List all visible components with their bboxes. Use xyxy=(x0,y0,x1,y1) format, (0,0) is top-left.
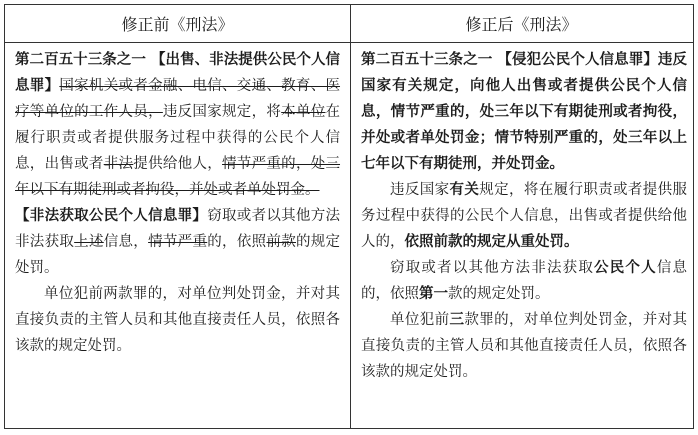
bold-text: 公民个人 xyxy=(594,260,657,276)
text-run: 单位犯前 xyxy=(390,312,450,328)
text-run: 的规定处罚。 xyxy=(15,234,341,276)
text-run: 的，依照 xyxy=(207,234,267,250)
deleted-text: 情节严重的，处三年以下有期徒刑或者拘役，并处或者单处罚金。 xyxy=(15,156,341,198)
before-text-cell xyxy=(15,47,340,359)
after-duty-info-paragraph xyxy=(361,177,687,255)
text-run: 违反国家 xyxy=(390,182,450,198)
bold-text: 第二百五十三条之一 【出售、非法提供公民个人信息罪】 xyxy=(15,52,340,94)
bold-text: 依照前款的规定从重处罚。 xyxy=(404,234,579,250)
text-run: 违反国家规定，将 xyxy=(162,104,282,120)
text-run: 在履行职责或者提供服务过程中获得的公民个人信息，出售或者 xyxy=(15,104,341,172)
after-article-paragraph xyxy=(361,47,687,177)
deleted-text: 上述 xyxy=(74,234,104,250)
text-run: 窃取或者以其他方法非法获取 xyxy=(390,260,595,276)
bold-text: 三 xyxy=(449,312,465,328)
column-header-before: 修正前《刑法》 xyxy=(121,15,234,34)
deleted-text: 情节严重 xyxy=(148,234,208,250)
text-run: 单位犯前两款罪的，对单位判处罚金，并对其直接负责的主管人员和其他直接责任人员，依照各该款的规定处罚。 xyxy=(15,286,340,354)
column-divider xyxy=(350,5,351,428)
text-run: 信息， xyxy=(103,234,149,250)
text-run: 提供给他人， xyxy=(133,156,223,172)
text-run: 窃取或者以其他方法非法获取 xyxy=(15,208,341,250)
before-article-paragraph xyxy=(15,47,340,203)
before-unit-crime-paragraph xyxy=(15,281,340,359)
text-run: 款的规定处罚。 xyxy=(448,286,550,302)
bold-text: 第一 xyxy=(419,286,448,302)
deleted-text: 国家机关或者金融、电信、交通、教育、医疗等单位的工作人员， xyxy=(15,78,341,120)
after-illegal-obtain-paragraph xyxy=(361,255,687,307)
text-run: 规定，将在履行职责或者提供服务过程中获得的公民个人信息，出售或者提供给他人的， xyxy=(361,182,688,250)
text-run: 信息的，依照 xyxy=(361,260,688,302)
bold-text: 有关 xyxy=(449,182,480,198)
after-unit-crime-paragraph xyxy=(361,307,687,385)
text-run: 款罪的，对单位判处罚金，并对其直接负责的主管人员和其他直接责任人员，依照各该款的规定处罚。 xyxy=(361,312,688,380)
bold-text: 【非法获取公民个人信息罪】 xyxy=(15,208,208,224)
after-text-cell xyxy=(361,47,687,385)
header-divider xyxy=(5,42,693,43)
deleted-text: 前款 xyxy=(266,234,296,250)
comparison-table xyxy=(4,4,694,429)
bold-text: 第二百五十三条之一 【侵犯公民个人信息罪】违反国家有关规定，向他人出售或者提供公民个人信息，情节严重的，处三年以下有期徒刑或者拘役，并处或者单处罚金；情节特别严重的，处三年以上七年以下有期徒刑，并处罚金。 xyxy=(361,52,687,172)
before-illegal-obtain-paragraph xyxy=(15,203,340,281)
column-header-after: 修正后《刑法》 xyxy=(465,15,578,34)
deleted-text: 非法 xyxy=(103,156,134,172)
deleted-text: 本单位 xyxy=(281,104,326,120)
